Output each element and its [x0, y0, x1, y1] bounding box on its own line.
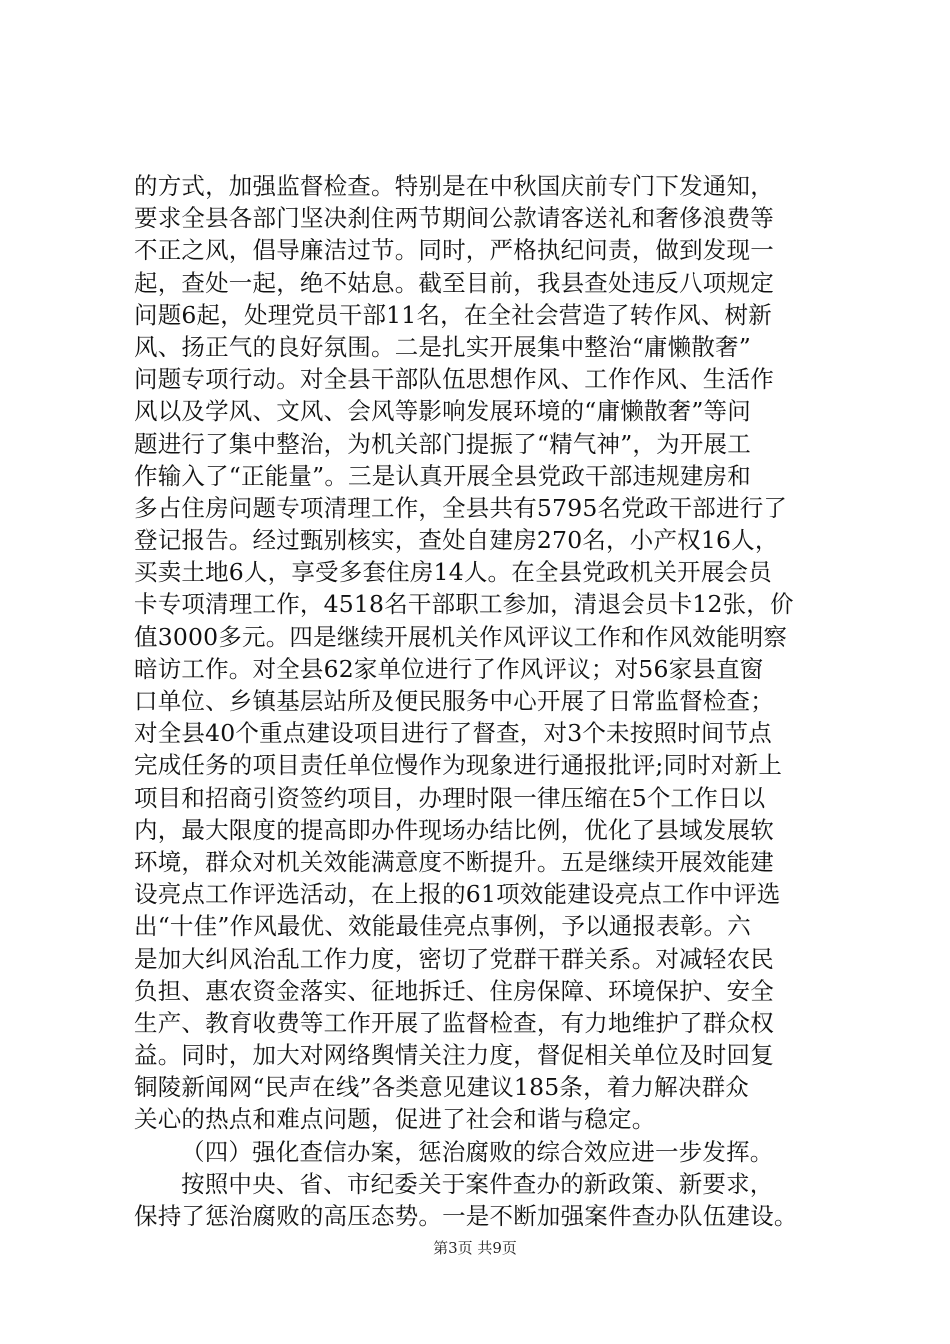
text-line: 出“十佳”作风最优、效能最佳亮点事例，予以通报表彰。六: [134, 912, 751, 941]
text-line: 起，查处一起，绝不姑息。截至目前，我县查处违反八项规定: [134, 268, 774, 297]
text-line: 生产、教育收费等工作开展了监督检查，有力地维护了群众权: [134, 1008, 774, 1037]
text-line: 对全县40个重点建设项目进行了督查，对3个未按照时间节点: [134, 719, 772, 748]
section-heading: （四）强化查信办案，惩治腐败的综合效应进一步发挥。: [181, 1137, 774, 1166]
text-line: 口单位、乡镇基层站所及便民服务中心开展了日常监督检查；: [134, 687, 774, 715]
text-line: 题进行了集中整治，为机关部门提振了“精气神”，为开展工: [134, 429, 751, 458]
body-text: [134, 170, 834, 1232]
text-line: 暗访工作。对全县62家单位进行了作风评议；对56家县直窗: [134, 654, 764, 683]
text-line: 设亮点工作评选活动，在上报的61项效能建设亮点工作中评选: [134, 880, 781, 909]
text-line: 铜陵新闻网“民声在线”各类意见建议185条，着力解决群众: [134, 1073, 749, 1102]
text-line: 负担、惠农资金落实、征地拆迁、住房保障、环境保护、安全: [134, 976, 774, 1005]
text-line: 卡专项清理工作，4518名干部职工参加，清退会员卡12张，价: [134, 590, 794, 619]
text-line: 问题6起，处理党员干部11名，在全社会营造了转作风、树新: [134, 300, 772, 329]
text-line: 项目和招商引资签约项目，办理时限一律压缩在5个工作日以: [134, 783, 766, 812]
text-line: 关心的热点和难点问题，促进了社会和谐与稳定。: [134, 1105, 656, 1134]
text-line: 按照中央、省、市纪委关于案件查办的新政策、新要求，: [181, 1169, 774, 1198]
text-line: 多占住房问题专项清理工作，全县共有5795名党政干部进行了: [134, 493, 788, 522]
page-number: 第3页 共9页: [433, 1239, 517, 1257]
text-line: 保持了惩治腐败的高压态势。一是不断加强案件查办队伍建设。: [134, 1202, 798, 1230]
text-line: 风、扬正气的良好氛围。二是扎实开展集中整治“庸懒散奢”: [134, 332, 751, 361]
text-line: 作输入了“正能量”。三是认真开展全县党政干部违规建房和: [134, 461, 751, 490]
text-line: 问题专项行动。对全县干部队伍思想作风、工作作风、生活作: [134, 365, 774, 394]
text-line: 完成任务的项目责任单位慢作为现象进行通报批评;同时对新上: [134, 751, 783, 780]
text-line: 买卖土地6人，享受多套住房14人。在全县党政机关开展会员: [134, 558, 772, 587]
text-line: 值3000多元。四是继续开展机关作风评议工作和作风效能明察: [134, 622, 788, 651]
text-line: 环境，群众对机关效能满意度不断提升。五是继续开展效能建: [134, 847, 774, 876]
text-line: 风以及学风、文风、会风等影响发展环境的“庸懒散奢”等问: [134, 397, 751, 426]
text-line: 的方式，加强监督检查。特别是在中秋国庆前专门下发通知，: [134, 172, 774, 200]
text-line: 是加大纠风治乱工作力度，密切了党群干群关系。对减轻农民: [134, 944, 774, 973]
page-footer: [0, 1238, 950, 1258]
text-line: 益。同时，加大对网络舆情关注力度，督促相关单位及时回复: [134, 1041, 774, 1070]
text-line: 内，最大限度的提高即办件现场办结比例，优化了县域发展软: [134, 815, 774, 844]
text-line: 要求全县各部门坚决刹住两节期间公款请客送礼和奢侈浪费等: [134, 204, 774, 233]
text-line: 登记报告。经过甄别核实，查处自建房270名，小产权16人，: [134, 526, 779, 555]
text-line: 不正之风，倡导廉洁过节。同时，严格执纪问责，做到发现一: [134, 236, 774, 265]
